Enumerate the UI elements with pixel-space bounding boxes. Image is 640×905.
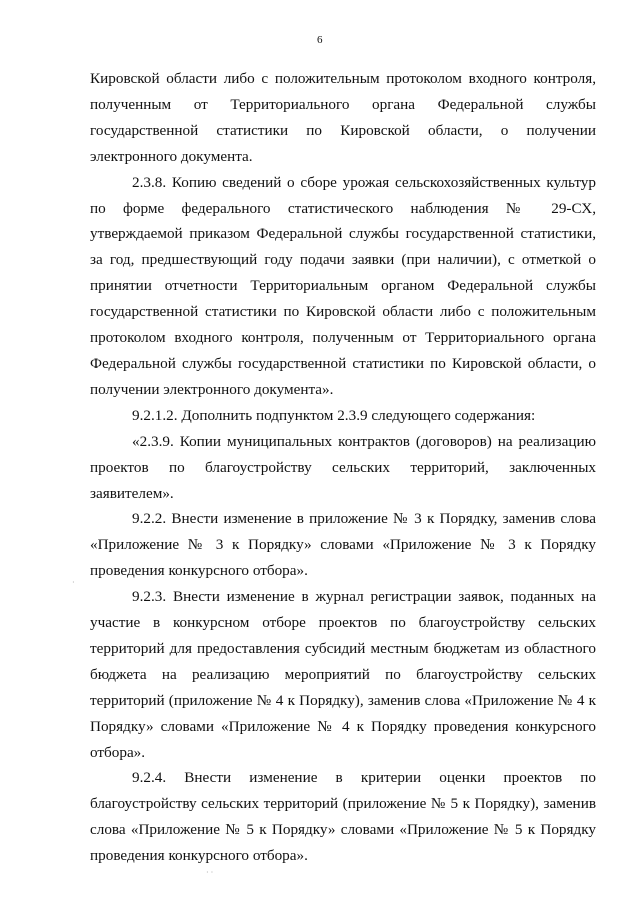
document-body [90,66,596,869]
scan-speck: · [72,578,75,587]
paragraph-item-9-2-2: 9.2.2. Внести изменение в приложение № 3 к Порядку, заменив слова «Приложение № 3 к Порядку» словами «Приложение № 3 к Порядку проведения конкурсного отбора». [90,510,596,580]
paragraph-item-2-3-9: «2.3.9. Копии муниципальных контрактов (договоров) на реализацию проектов по благоустройству сельских территорий, заключенных заявителем». [90,432,596,502]
paragraph-continuation: Кировской области либо с положительным протоколом входного контроля, полученным от Территориального органа Федеральной службы государственной статистики по Кировской области, о получении электронного документа. [90,70,596,165]
paragraph-item-2-3-8: 2.3.8. Копию сведений о сборе урожая сельскохозяйственных культур по форме федерального статистического наблюдения № 29-СХ, утверждаемой приказом Федеральной службы государственной статистики, за год, предшествующий году подачи заявки (при наличии), с отметкой о принятии отчетности Территориальным органом Федеральной службы государственной статистики по Кировской области либо с положительным протоколом входного контроля, полученным от Территориального органа Федеральной службы государственной статистики по Кировской области, о получении электронного документа». [90,173,596,398]
scan-speck: · · [206,868,214,877]
paragraph-item-9-2-1-2: 9.2.1.2. Дополнить подпунктом 2.3.9 следующего содержания: [132,406,536,424]
paragraph-item-9-2-4: 9.2.4. Внести изменение в критерии оценки проектов по благоустройству сельских территорий (приложение № 5 к Порядку), заменив слова «Приложение № 5 к Порядку» словами «Приложение № 5 к Порядку проведения конкурсного отбора». [90,769,596,865]
paragraph-item-9-2-3: 9.2.3. Внести изменение в журнал регистрации заявок, поданных на участие в конкурсном отборе проектов по благоустройству сельских территорий для предоставления субсидий местным бюджетам из областного бюджета на реализацию мероприятий по благоустройству сельских территорий (приложение № 4 к Порядку), заменив слова «Приложение № 4 к Порядку» словами «Приложение № 4 к Порядку проведения конкурсного отбора». [90,588,596,761]
page-number: 6 [317,34,323,46]
